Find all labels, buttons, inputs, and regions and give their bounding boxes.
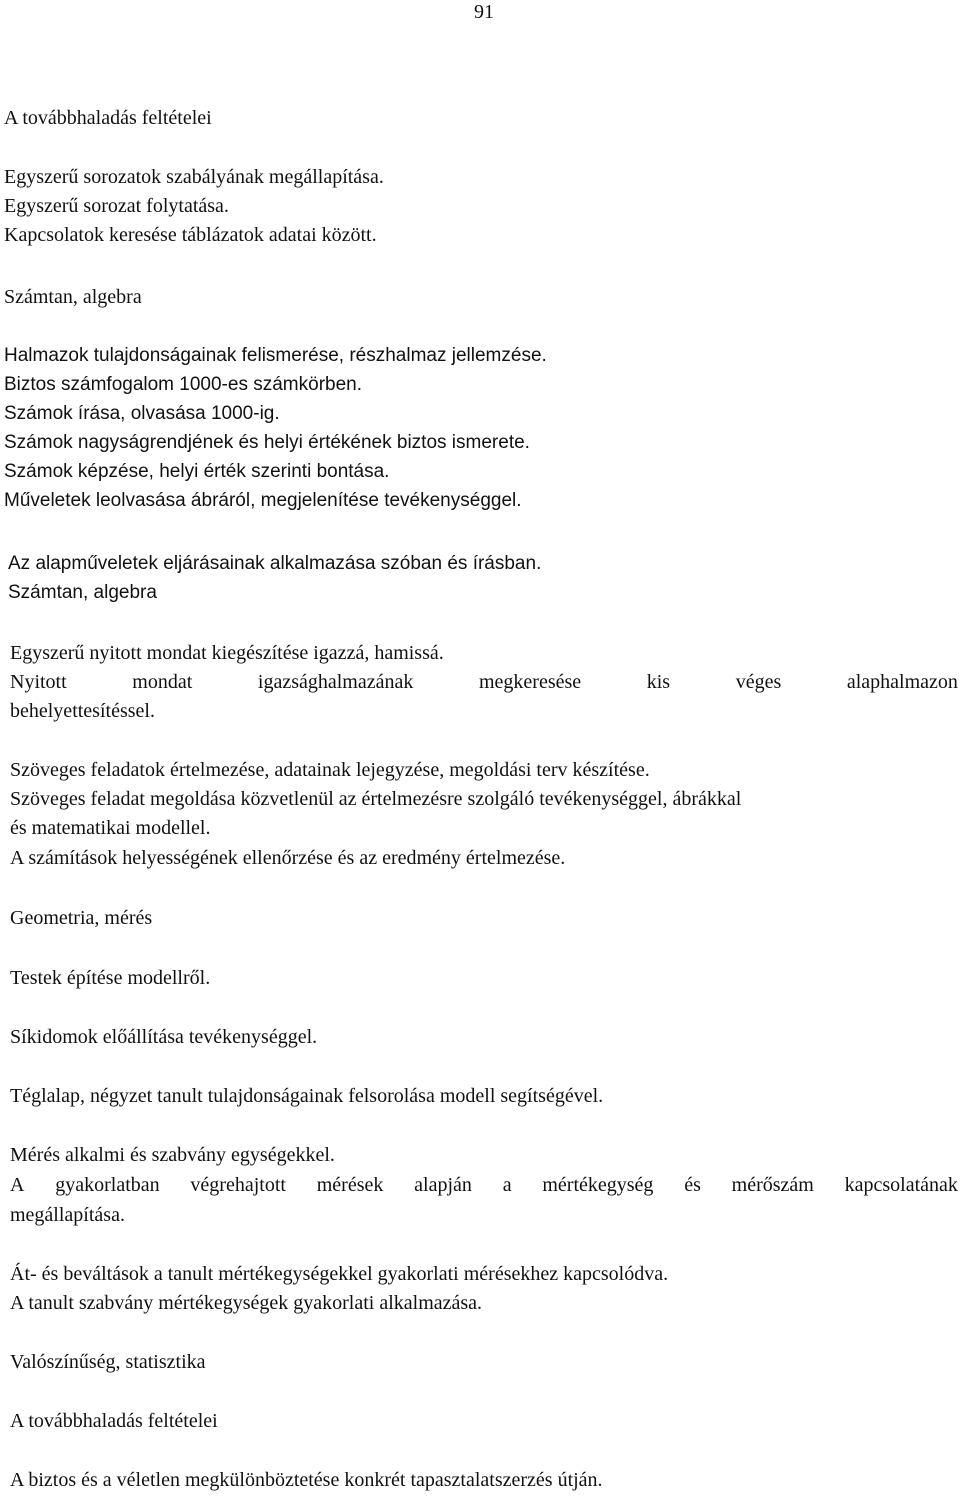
text-line: Egyszerű sorozat folytatása. (4, 195, 229, 217)
text-line: Szöveges feladat megoldása közvetlenül az értelmezésre szolgáló tevékenységgel, ábrákkal (10, 788, 742, 810)
text-line: A tanult szabvány mértékegységek gyakorlati alkalmazása. (10, 1292, 483, 1314)
text-line: A biztos és a véletlen megkülönböztetése konkrét tapasztalatszerzés útján. (10, 1469, 603, 1491)
text-line: Át- és beváltások a tanult mértékegységekkel gyakorlati mérésekhez kapcsolódva. (10, 1263, 669, 1285)
word: A (10, 1174, 25, 1196)
word: végrehajtott (190, 1174, 286, 1196)
word: mérések (316, 1174, 384, 1196)
text-line: megállapítása. (10, 1204, 125, 1226)
word: a (502, 1174, 512, 1196)
text-line: Egyszerű nyitott mondat kiegészítése igazzá, hamissá. (10, 642, 444, 664)
text-line: Számok nagyságrendjének és helyi értékének biztos ismerete. (4, 432, 530, 453)
section-heading-conditions: A továbbhaladás feltételei (4, 107, 212, 129)
text-line: Testek építése modellről. (10, 967, 211, 989)
text-line: Síkidomok előállítása tevékenységgel. (10, 1026, 318, 1048)
word: mértékegység (542, 1174, 654, 1196)
word: kapcsolatának (844, 1174, 958, 1196)
section-subheading-conditions: A továbbhaladás feltételei (10, 1410, 218, 1432)
word: megkeresése (478, 671, 582, 693)
text-line: Téglalap, négyzet tanult tulajdonságainak felsorolása modell segítségével. (10, 1085, 604, 1107)
text-line: Az alapműveletek eljárásainak alkalmazása szóban és írásban. (8, 553, 542, 574)
text-line: Számok írása, olvasása 1000-ig. (4, 403, 280, 424)
text-line: Szöveges feladatok értelmezése, adatainak lejegyzése, megoldási terv készítése. (10, 759, 650, 781)
text-line: Számtan, algebra (8, 582, 157, 603)
text-line: Mérés alkalmi és szabvány egységekkel. (10, 1144, 335, 1166)
word: mérőszám (731, 1174, 814, 1196)
text-line: Biztos számfogalom 1000-es számkörben. (4, 374, 362, 395)
word: és (684, 1174, 701, 1196)
justified-line (10, 670, 958, 694)
text-line: Számok képzése, helyi érték szerinti bontása. (4, 461, 390, 482)
word: alapján (414, 1174, 472, 1196)
word: Nyitott (10, 671, 67, 693)
text-line: A számítások helyességének ellenőrzése és az eredmény értelmezése. (10, 847, 566, 869)
text-line: Kapcsolatok keresése táblázatok adatai között. (4, 224, 377, 246)
text-line: Műveletek leolvasása ábráról, megjelenítése tevékenységgel. (4, 490, 522, 511)
text-line: és matematikai modellel. (10, 817, 211, 839)
section-heading-geometry: Geometria, mérés (10, 907, 153, 929)
word: gyakorlatban (55, 1174, 160, 1196)
text-line: behelyettesítéssel. (10, 700, 155, 722)
text-line: Halmazok tulajdonságainak felismerése, részhalmaz jellemzése. (4, 345, 547, 366)
word: kis (646, 671, 671, 693)
text-line: Egyszerű sorozatok szabályának megállapítása. (4, 166, 384, 188)
word: igazsághalmazának (257, 671, 414, 693)
word: véges (735, 671, 782, 693)
word: alaphalmazon (846, 671, 958, 693)
justified-line (10, 1173, 958, 1197)
word: mondat (132, 671, 193, 693)
page-number: 91 (474, 1, 494, 23)
section-heading-probability: Valószínűség, statisztika (10, 1351, 206, 1373)
section-heading-arithmetic: Számtan, algebra (4, 286, 142, 308)
